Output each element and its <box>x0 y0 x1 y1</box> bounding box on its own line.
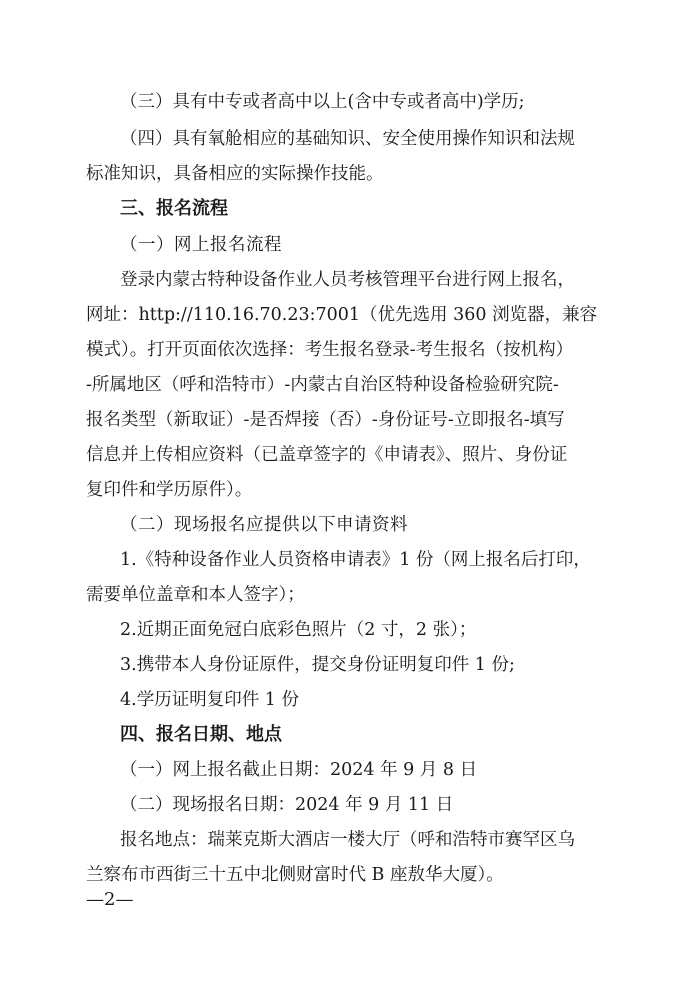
item-three-education: （三）具有中专或者高中以上(含中专或者高中)学历; <box>120 92 525 112</box>
online-paragraph-line-6: 信息并上传相应资料（已盖章签字的《申请表》、照片、身份证 <box>86 445 568 465</box>
material-item-3: 3.携带本人身份证原件，提交身份证明复印件 1 份; <box>120 655 515 675</box>
online-paragraph-line-3: 模式）。打开页面依次选择：考生报名登录-考生报名（按机构） <box>86 340 574 360</box>
online-paragraph-line-1: 登录内蒙古特种设备作业人员考核管理平台进行网上报名， <box>120 270 575 290</box>
online-paragraph-line-4: -所属地区（呼和浩特市）-内蒙古自治区特种设备检验研究院- <box>86 375 559 395</box>
page-number: —2— <box>86 889 134 910</box>
online-paragraph-line-2: 网址：http://110.16.70.23:7001（优先选用 360 浏览器，兼容 <box>86 305 598 325</box>
subheading-onsite-materials: （二）现场报名应提供以下申请资料 <box>120 515 408 535</box>
location-line-2: 兰察布市西街三十五中北侧财富时代 B 座敖华大厦）。 <box>86 865 504 885</box>
section-heading-registration-process: 三、报名流程 <box>120 198 228 219</box>
material-item-1: 1.《特种设备作业人员资格申请表》1 份（网上报名后打印， <box>120 550 591 570</box>
item-four-knowledge-cont: 标准知识，具备相应的实际操作技能。 <box>86 164 384 184</box>
online-paragraph-line-5: 报名类型（新取证）-是否焊接（否）-身份证号-立即报名-填写 <box>86 410 565 430</box>
section-heading-dates-location: 四、报名日期、地点 <box>120 724 282 745</box>
material-item-4: 4.学历证明复印件 1 份 <box>120 690 299 710</box>
material-item-1-cont: 需要单位盖章和本人签字）； <box>86 585 305 605</box>
subheading-online-registration: （一）网上报名流程 <box>120 235 282 255</box>
online-deadline: （一）网上报名截止日期：2024 年 9 月 8 日 <box>120 760 478 780</box>
onsite-date: （二）现场报名日期：2024 年 9 月 11 日 <box>120 795 454 815</box>
item-four-knowledge: （四）具有氧舱相应的基础知识、安全使用操作知识和法规 <box>120 129 575 149</box>
online-paragraph-line-7: 复印件和学历原件）。 <box>86 480 253 500</box>
material-item-2: 2.近期正面免冠白底彩色照片（2 寸，2 张）； <box>120 620 477 640</box>
location-line-1: 报名地点：瑞莱克斯大酒店一楼大厅（呼和浩特市赛罕区乌 <box>120 830 575 850</box>
